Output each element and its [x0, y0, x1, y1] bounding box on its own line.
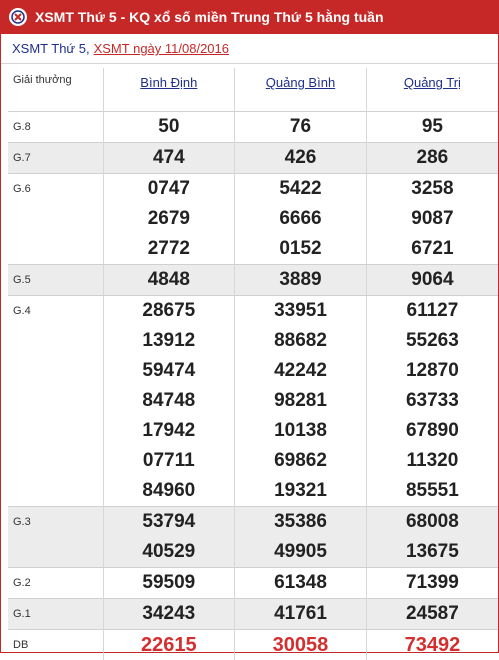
prize-number: 61348: [274, 571, 327, 593]
special-prize-number: 30058: [272, 633, 329, 656]
prize-number: 426: [284, 146, 317, 168]
prize-cell: [103, 629, 235, 660]
prize-number: 24587: [405, 602, 459, 624]
province-header: [235, 68, 367, 111]
prize-cell: [103, 295, 235, 506]
prize-number: 61127: [406, 299, 459, 321]
prize-cell: [235, 629, 367, 660]
special-prize-number: 73492: [404, 633, 461, 656]
header-bar: [1, 0, 498, 34]
prize-number: 33951: [274, 299, 327, 321]
prize-number: 2772: [147, 237, 190, 259]
prize-number: 88682: [274, 329, 327, 351]
prize-number: 34243: [142, 602, 196, 624]
prize-label: G.5: [8, 264, 103, 295]
prize-cell: [235, 142, 367, 173]
prize-cell: [103, 173, 235, 264]
prize-number: 12870: [405, 359, 459, 381]
prize-number: 69862: [274, 449, 327, 471]
prize-row: [8, 506, 498, 567]
breadcrumb: [1, 34, 498, 64]
province-link-binh-dinh[interactable]: Bình Định: [140, 75, 198, 90]
prize-number: 2679: [147, 207, 190, 229]
prize-number: 9087: [411, 207, 454, 229]
prize-number: 19321: [274, 479, 327, 501]
page-title: XSMT Thứ 5 - KQ xổ số miền Trung Thứ 5 hằng tuần: [35, 9, 384, 25]
prize-number: 67890: [405, 419, 459, 441]
prize-number: 53794: [142, 510, 196, 532]
prize-cell: [235, 264, 367, 295]
prize-number: 50: [158, 115, 180, 137]
prize-cell: [103, 142, 235, 173]
prize-number: 98281: [274, 389, 327, 411]
prize-number: 55263: [405, 329, 459, 351]
prize-number: 84960: [142, 479, 196, 501]
prize-cell: [366, 629, 498, 660]
prize-label: DB: [8, 629, 103, 660]
prize-cell: [235, 506, 367, 567]
prize-cell: [366, 142, 498, 173]
prize-number: 49905: [274, 540, 327, 562]
lottery-ball-icon: [9, 8, 27, 26]
prize-row: [8, 173, 498, 264]
prize-row: [8, 629, 498, 660]
prize-cell: [235, 598, 367, 629]
prize-number: 76: [289, 115, 312, 137]
prize-label: G.4: [8, 295, 103, 506]
prize-cell: [366, 173, 498, 264]
prize-row: [8, 142, 498, 173]
prize-cell: [103, 598, 235, 629]
prize-cell: [103, 111, 235, 142]
prize-number: 63733: [405, 389, 459, 411]
prize-number: 42242: [274, 359, 327, 381]
breadcrumb-prefix: XSMT Thứ 5,: [12, 41, 90, 56]
prize-number: 0747: [147, 177, 190, 199]
prize-cell: [103, 506, 235, 567]
prize-number: 17942: [142, 419, 196, 441]
province-link-quang-tri[interactable]: Quảng Trị: [403, 75, 461, 90]
special-prize-number: 22615: [141, 633, 197, 656]
prize-number: 13912: [142, 329, 196, 351]
prize-label: G.6: [8, 173, 103, 264]
prize-label: G.2: [8, 567, 103, 598]
prize-number: 4848: [147, 268, 190, 290]
prize-cell: [366, 506, 498, 567]
prize-number: 11320: [406, 449, 459, 471]
prize-row: [8, 264, 498, 295]
prize-row: [8, 295, 498, 506]
prize-row: [8, 111, 498, 142]
prize-number: 6721: [411, 237, 454, 259]
prize-cell: [366, 598, 498, 629]
prize-number: 59509: [142, 571, 196, 593]
prize-number: 13675: [405, 540, 459, 562]
prize-number: 10138: [274, 419, 327, 441]
province-header: [103, 68, 235, 111]
province-header: [366, 68, 498, 111]
prize-number: 3258: [411, 177, 454, 199]
prize-number: 3889: [279, 268, 322, 290]
prize-number: 6666: [279, 207, 322, 229]
prize-cell: [235, 567, 367, 598]
prize-cell: [366, 111, 498, 142]
prize-number: 28675: [142, 299, 196, 321]
prize-cell: [366, 567, 498, 598]
prize-cell: [103, 264, 235, 295]
prize-cell: [235, 173, 367, 264]
prize-number: 0152: [279, 237, 322, 259]
results-table: [8, 68, 498, 660]
prize-number: 68008: [405, 510, 459, 532]
prize-row: [8, 567, 498, 598]
prize-number: 85551: [405, 479, 459, 501]
date-link[interactable]: XSMT ngày 11/08/2016: [93, 41, 229, 56]
prize-number: 95: [421, 115, 443, 137]
prize-number: 07711: [142, 449, 195, 471]
prize-cell: [366, 295, 498, 506]
province-link-quang-binh[interactable]: Quảng Bình: [265, 75, 336, 90]
prize-column-header: Giải thưởng: [8, 68, 103, 111]
prize-number: 474: [152, 146, 185, 168]
prize-number: 59474: [142, 359, 196, 381]
prize-cell: [366, 264, 498, 295]
prize-number: 40529: [142, 540, 196, 562]
prize-number: 84748: [142, 389, 196, 411]
prize-label: G.3: [8, 506, 103, 567]
prize-label: G.7: [8, 142, 103, 173]
prize-row: [8, 598, 498, 629]
prize-number: 286: [416, 146, 449, 168]
prize-cell: [103, 567, 235, 598]
prize-number: 9064: [411, 268, 454, 290]
prize-number: 35386: [274, 510, 327, 532]
prize-number: 41761: [274, 602, 327, 624]
prize-cell: [235, 111, 367, 142]
prize-number: 71399: [405, 571, 459, 593]
table-header-row: [8, 68, 498, 111]
prize-number: 5422: [279, 177, 322, 199]
prize-label: G.1: [8, 598, 103, 629]
prize-label: G.8: [8, 111, 103, 142]
prize-cell: [235, 295, 367, 506]
